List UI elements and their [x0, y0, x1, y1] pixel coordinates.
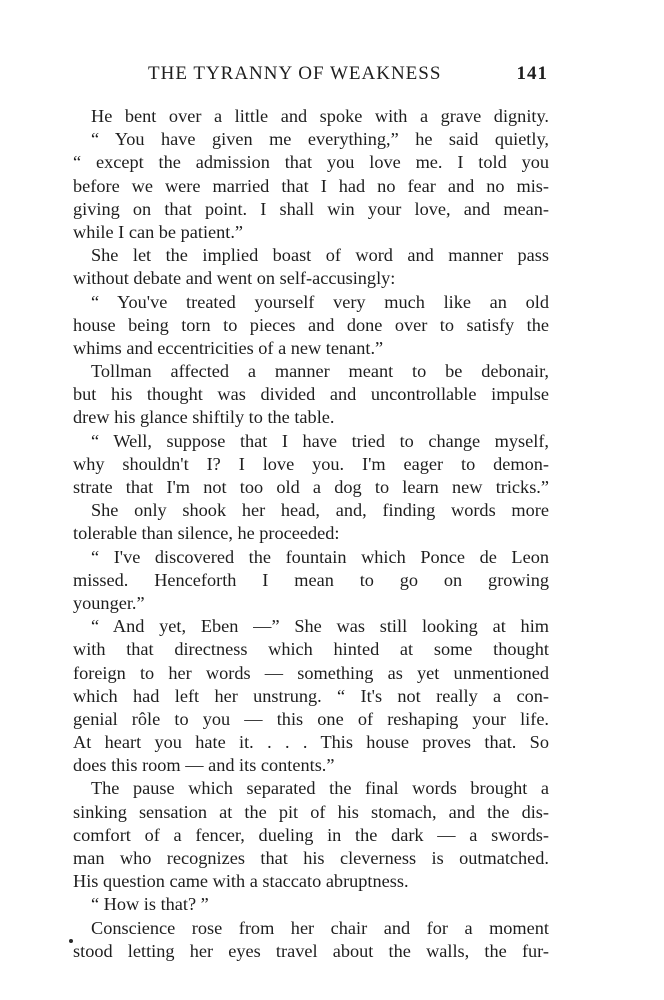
text-line: strate that I'm not too old a dog to learn new tricks.”: [73, 477, 549, 497]
text-line: which had left her unstrung. “ It's not really a con-: [73, 685, 549, 706]
running-head: [148, 63, 548, 87]
text-line: missed. Henceforth I mean to go on growing: [73, 569, 549, 590]
text-line: “ You've treated yourself very much like an old: [91, 291, 549, 312]
text-line: “ How is that? ”: [91, 894, 209, 915]
text-line: stood letting her eyes travel about the walls, the fur-: [73, 940, 549, 961]
text-line: comfort of a fencer, dueling in the dark — a swords-: [73, 824, 549, 845]
text-line: but his thought was divided and uncontrollable impulse: [73, 384, 549, 405]
text-line: The pause which separated the final words brought a: [91, 778, 549, 799]
text-line: man who recognizes that his cleverness is outmatched.: [73, 848, 549, 868]
text-line: “ You have given me everything,” he said quietly,: [91, 129, 549, 150]
text-line: Tollman affected a manner meant to be debonair,: [91, 361, 549, 382]
text-line: does this room — and its contents.”: [73, 755, 335, 776]
text-line: without debate and went on self-accusingly:: [73, 268, 396, 289]
text-line: She let the implied boast of word and manner pass: [91, 245, 549, 266]
text-line: He bent over a little and spoke with a grave dignity.: [91, 106, 549, 126]
running-title: THE TYRANNY OF WEAKNESS: [148, 63, 442, 84]
text-line: with that directness which hinted at some thought: [73, 639, 549, 660]
text-line: whims and eccentricities of a new tenant.”: [73, 337, 384, 358]
text-line: “ except the admission that you love me. I told you: [73, 152, 549, 173]
text-line: why shouldn't I? I love you. I'm eager to demon-: [73, 453, 549, 474]
text-line: “ I've discovered the fountain which Ponce de Leon: [91, 546, 549, 567]
text-line: genial rôle to you — this one of reshaping your life.: [73, 708, 549, 729]
ink-mark: [69, 939, 73, 943]
text-line: younger.”: [73, 592, 145, 613]
text-line: before we were married that I had no fear and no mis-: [73, 175, 549, 196]
text-line: She only shook her head, and, finding words more: [91, 500, 549, 521]
text-line: His question came with a staccato abruptness.: [73, 871, 409, 892]
text-line: “ And yet, Eben —” She was still looking at him: [91, 616, 549, 637]
text-line: At heart you hate it. . . . This house proves that. So: [73, 732, 549, 753]
text-line: while I can be patient.”: [73, 221, 244, 242]
page-number: 141: [516, 63, 548, 84]
text-line: drew his glance shiftily to the table.: [73, 407, 335, 428]
text-line: tolerable than silence, he proceeded:: [73, 523, 340, 544]
text-line: “ Well, suppose that I have tried to change myself,: [91, 430, 549, 451]
text-line: Conscience rose from her chair and for a moment: [91, 917, 549, 938]
text-line: sinking sensation at the pit of his stomach, and the dis-: [73, 801, 549, 822]
body-text: [73, 105, 549, 963]
text-line: house being torn to pieces and done over to satisfy the: [73, 314, 549, 335]
text-line: giving on that point. I shall win your love, and mean-: [73, 198, 549, 219]
text-line: foreign to her words — something as yet unmentioned: [73, 662, 549, 683]
